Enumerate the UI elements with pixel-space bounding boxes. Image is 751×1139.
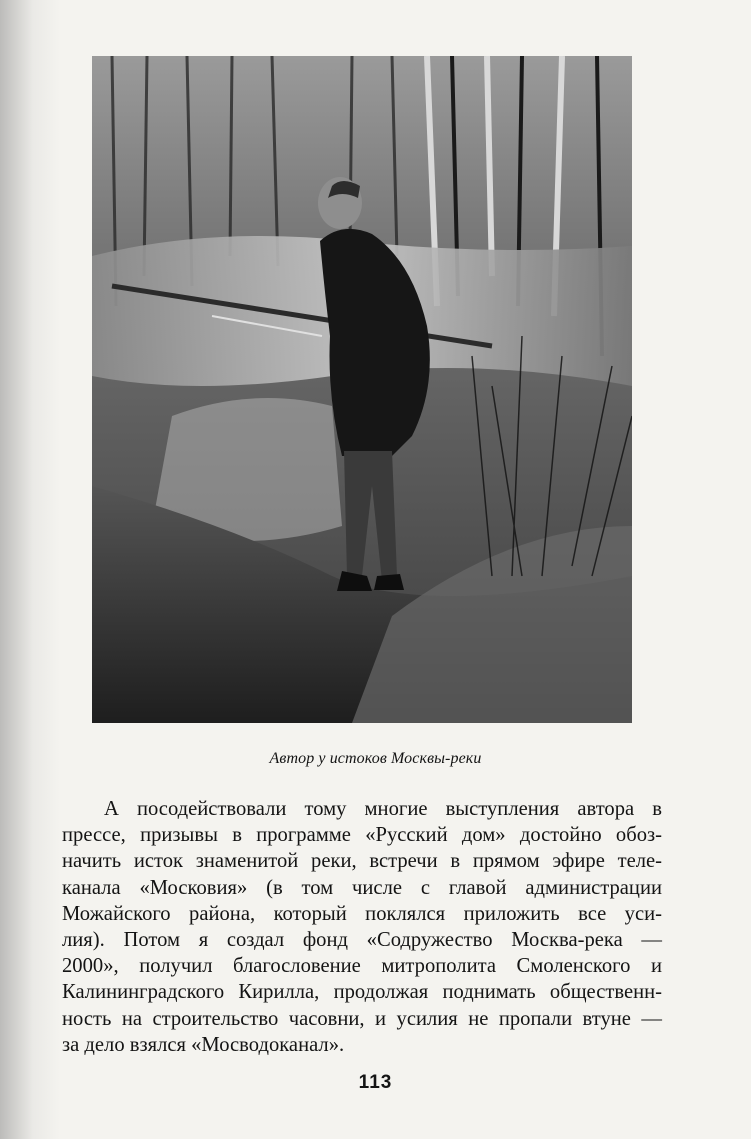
text-line: лия). Потом я создал фонд «Содружество Москва-река — [62, 929, 662, 952]
text-line: А посодействовали тому многие выступления автора в [104, 798, 662, 820]
text-line: Калининградского Кирилла, продолжая поднимать общественн- [62, 981, 662, 1004]
text-line: начить исток знаменитой реки, встречи в прямом эфире теле- [62, 850, 662, 873]
text-line: канала «Московия» (в том числе с главой администрации [62, 876, 662, 899]
author-photo [92, 56, 632, 723]
scan-gutter-shadow [0, 0, 60, 1139]
river-landscape-photo-icon [92, 56, 632, 723]
text-line: Можайского района, который поклялся приложить все уси- [62, 902, 662, 925]
photo-caption: Автор у истоков Москвы-реки [269, 750, 482, 767]
text-line: ность на строительство часовни, и усилия не пропали втуне — [62, 1007, 662, 1030]
text-line: прессе, призывы в программе «Русский дом» достойно обоз- [62, 824, 662, 847]
text-line: за дело взялся «Мосводоканал». [62, 1033, 345, 1056]
body-paragraph [62, 796, 662, 1058]
page-number: 113 [358, 1072, 393, 1093]
text-line: 2000», получил благословение митрополита Смоленского и [62, 955, 662, 978]
